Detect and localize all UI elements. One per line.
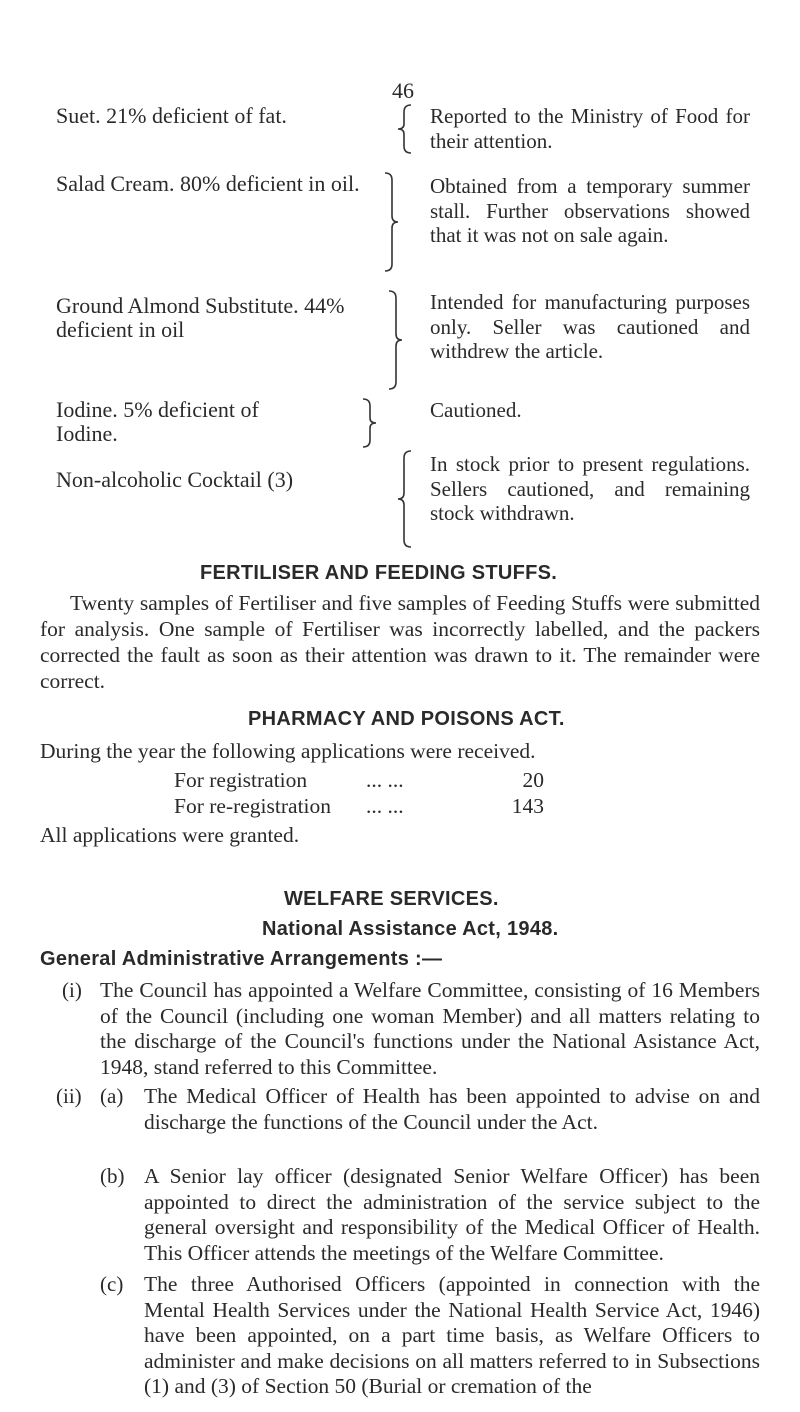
sample-action: Reported to the Ministry of Food for their attention. xyxy=(430,104,750,153)
sample-article: Iodine. 5% deficient of Iodine. xyxy=(56,397,259,446)
sample-article: Ground Almond Substitute. 44% deficient in oil xyxy=(56,293,345,342)
section-heading: General Administrative Arrangements :— xyxy=(40,948,443,970)
reregistration-row xyxy=(174,794,544,819)
registration-label: For registration xyxy=(174,768,308,792)
sample-article: Salad Cream. 80% deficient in oil. xyxy=(56,171,360,196)
brace-icon xyxy=(386,290,404,390)
welfare-heading: WELFARE SERVICES. xyxy=(284,888,499,910)
registration-count: 20 xyxy=(522,768,544,792)
fertiliser-paragraph: Twenty samples of Fertiliser and five samples of Feeding Stuffs were submitted for analysis. One sample of Fertiliser was incorrectly labelled, and the packers corrected the fault as soon as their attention was drawn to it. The remainder were correct. xyxy=(40,591,760,693)
sample-action: In stock prior to present regulations. Sellers cautioned, and remaining stock withdrawn. xyxy=(430,452,750,525)
leader-dots: ... ... xyxy=(366,768,404,792)
sample-action: Cautioned. xyxy=(430,398,522,422)
sample-action: Intended for manufacturing purposes only. Seller was cautioned and withdrew the article. xyxy=(430,290,750,363)
pharmacy-intro: During the year the following applications were received. xyxy=(40,739,536,763)
registration-row xyxy=(174,768,544,793)
reregistration-label: For re-registration xyxy=(174,794,332,818)
brace-icon xyxy=(382,172,400,272)
brace-icon xyxy=(396,450,414,548)
sample-action: Obtained from a temporary summer stall. Further observations showed that it was not on sale again. xyxy=(430,174,750,247)
item-number: (ii) xyxy=(56,1084,82,1108)
subitem-letter: (a) xyxy=(100,1084,124,1108)
item-text: The Medical Officer of Health has been appointed to advise on and discharge the functions of the Council under the Act. xyxy=(144,1084,760,1134)
subitem-letter: (c) xyxy=(100,1272,124,1296)
sample-article: Suet. 21% deficient of fat. xyxy=(56,103,287,128)
item-text: The three Authorised Officers (appointed in connection with the Mental Health Services under the National Health Service Act, 1946) have been appointed, on a part time basis, as Welfare Officers to administer and make decisions on all matters referred to in Subsections (1) and (3) of Section 50 (Burial or cremation of the xyxy=(144,1272,760,1398)
sample-article: Non-alcoholic Cocktail (3) xyxy=(56,467,294,492)
item-number: (i) xyxy=(62,978,82,1002)
leader-dots: ... ... xyxy=(366,794,404,818)
page-number: 46 xyxy=(392,78,414,103)
brace-icon xyxy=(360,398,378,448)
pharmacy-closing: All applications were granted. xyxy=(40,823,300,847)
brace-icon xyxy=(396,104,414,154)
item-text: The Council has appointed a Welfare Committee, consisting of 16 Members of the Council (including one woman Member) and all matters relating to the discharge of the Council's functions under the National Asistance Act, 1948, stand referred to this Committee. xyxy=(100,978,760,1079)
subitem-letter: (b) xyxy=(100,1164,125,1188)
item-text: A Senior lay officer (designated Senior Welfare Officer) has been appointed to direct the administration of the service subject to the general oversight and responsibility of the Medical Officer of Health. This Officer attends the meetings of the Welfare Committee. xyxy=(144,1164,760,1265)
reregistration-count: 143 xyxy=(511,794,544,818)
welfare-subheading: National Assistance Act, 1948. xyxy=(262,918,559,940)
pharmacy-heading: PHARMACY AND POISONS ACT. xyxy=(248,708,565,730)
fertiliser-heading: FERTILISER AND FEEDING STUFFS. xyxy=(200,562,558,584)
